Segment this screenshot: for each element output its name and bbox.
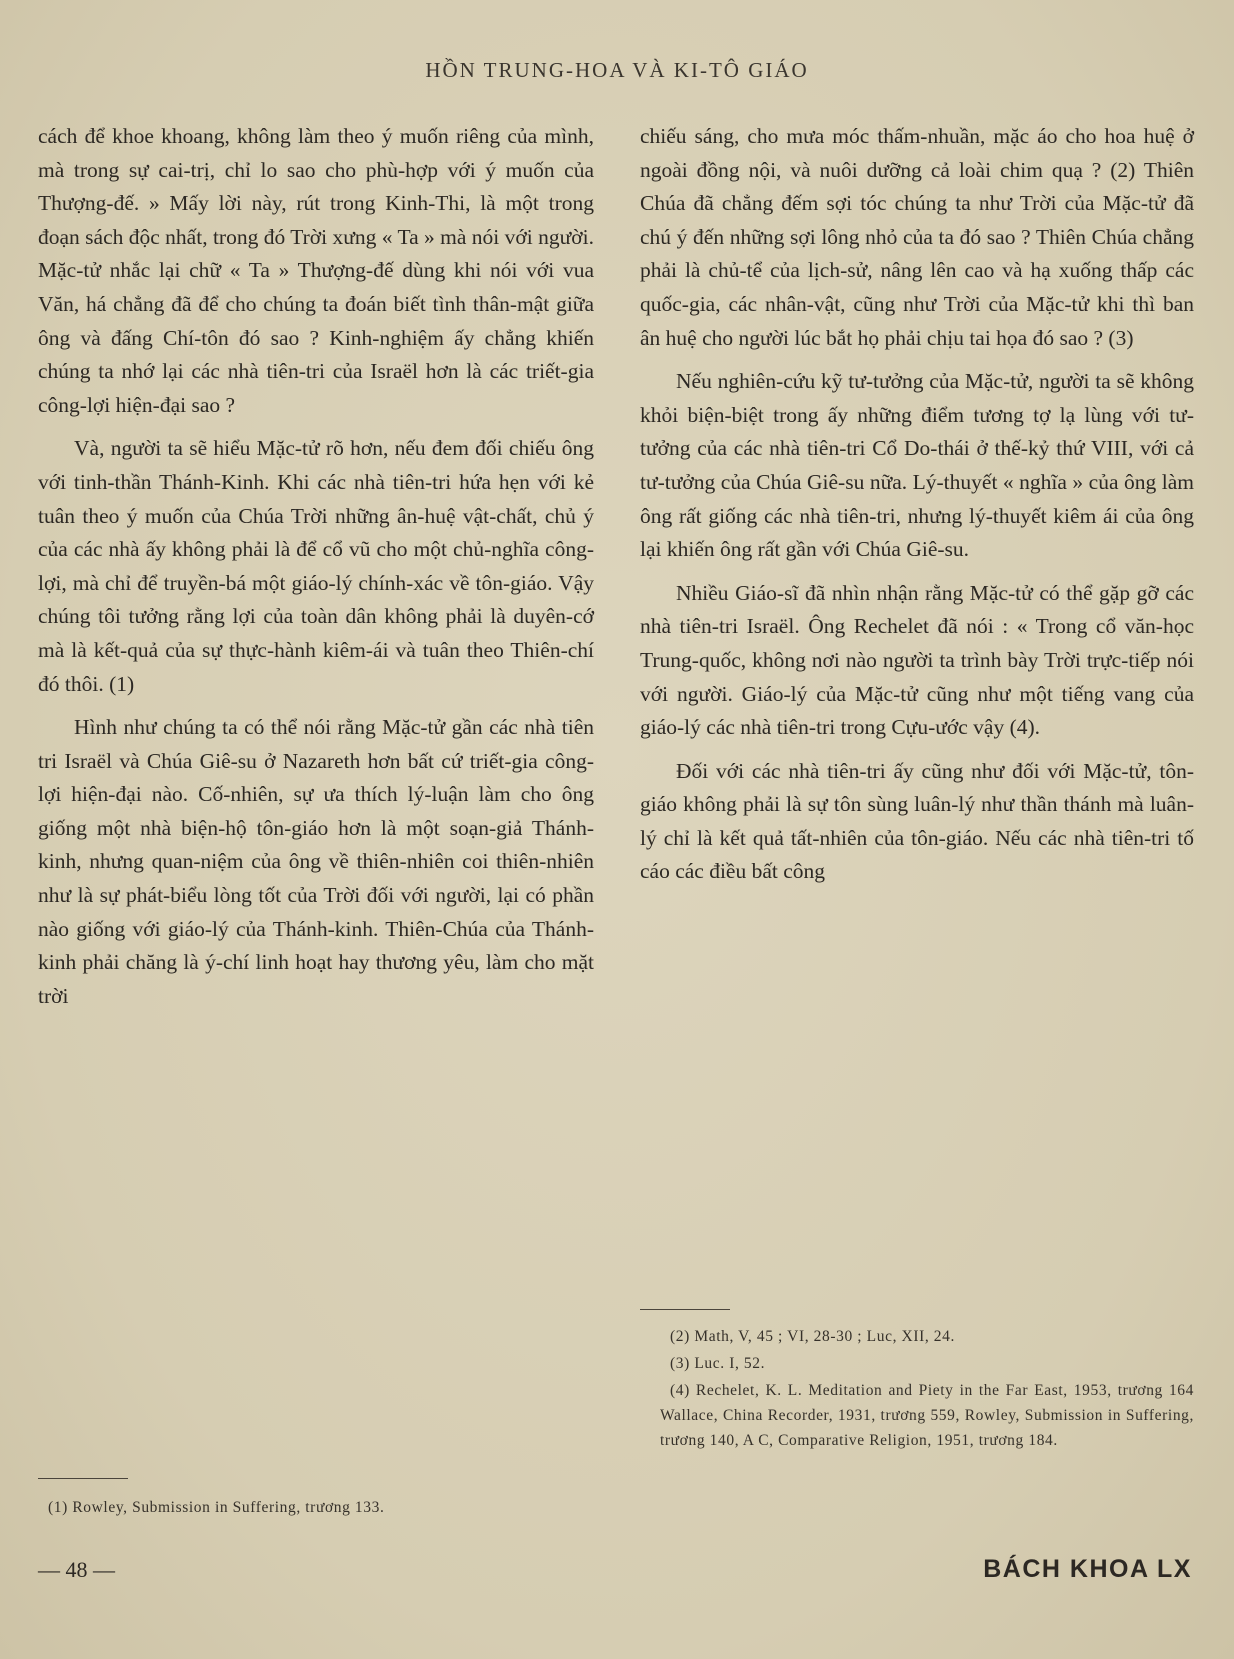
paragraph: Hình như chúng ta có thể nói rằng Mặc-tử gần các nhà tiên tri Israël và Chúa Giê-su ở Nazareth hơn bất cứ triết-gia công-lợi hiện-đại nào. Cố-nhiên, sự ưa thích lý-luận làm cho ông giống một nhà biện-hộ tôn-giáo hơn là một soạn-giả Thánh-kinh, nhưng quan-niệm của ông về thiên-nhiên coi thiên-nhiên như là sự phát-biểu lòng tốt của Trời đối với người, lại có phần nào giống với giáo-lý của Thánh-kinh. Thiên-Chúa của Thánh-kinh phải chăng là ý-chí linh hoạt hay thương yêu, làm cho mặt trời bbox=[38, 715, 594, 1008]
paragraph: Nhiều Giáo-sĩ đã nhìn nhận rằng Mặc-tử có thể gặp gỡ các nhà tiên-tri Israël. Ông Rechelet đã nói : « Trong cổ văn-học Trung-quốc, không nơi nào người ta trình bày Trời trực-tiếp nói với người. Giáo-lý của Mặc-tử cũng như một tiếng vang của giáo-lý các nhà tiên-tri trong Cựu-ước vậy (4). bbox=[640, 580, 1194, 740]
footnotes-left bbox=[38, 1495, 594, 1522]
paragraph: Và, người ta sẽ hiểu Mặc-tử rõ hơn, nếu đem đối chiếu ông với tinh-thần Thánh-Kinh. Khi các nhà tiên-tri hứa hẹn với kẻ tuân theo ý muốn của Chúa Trời những ân-huệ vật-chất, chủ ý của các nhà ấy không phải là để cổ vũ cho một chủ-nghĩa công-lợi, mà chỉ để truyền-bá một giáo-lý chính-xác về tôn-giáo. Vậy chúng tôi tưởng rằng lợi của toàn dân không phải là duyên-cớ mà là kết-quả của sự thực-hành kiêm-ái và tuân theo Thiên-chí đó thôi. (1) bbox=[38, 436, 594, 696]
paragraph: Đối với các nhà tiên-tri ấy cũng như đối với Mặc-tử, tôn-giáo không phải là sự tôn sùng luân-lý như thần thánh mà luân-lý chỉ là kết quả tất-nhiên của tôn-giáo. Nếu các nhà tiên-tri tố cáo các điều bất công bbox=[640, 758, 1194, 884]
right-column bbox=[640, 120, 1194, 899]
footnote: (2) Math, V, 45 ; VI, 28-30 ; Luc, XII, 24. bbox=[670, 1328, 955, 1345]
paragraph: Nếu nghiên-cứu kỹ tư-tưởng của Mặc-tử, người ta sẽ không khỏi biện-biệt trong ấy những điểm tương tợ lạ lùng với tư-tưởng của các nhà tiên-tri Cổ Do-thái ở thế-kỷ thứ VIII, với cả tư-tưởng của Chúa Giê-su nữa. Lý-thuyết « nghĩa » của ông làm ông rất giống các nhà tiên-tri, nhưng lý-thuyết kiêm ái của ông lại khiến ông rất gần với Chúa Giê-su. bbox=[640, 369, 1194, 562]
page-number: — 48 — bbox=[38, 1557, 115, 1582]
footnote: (4) Rechelet, K. L. Meditation and Piety in the Far East, 1953, trương 164 Wallace, China Recorder, 1931, trương 559, Rowley, Submission in Suffering, trương 140, A C, Comparative Religion, 1951, trương 184. bbox=[660, 1382, 1194, 1449]
magazine-issue: BÁCH KHOA LX bbox=[983, 1555, 1192, 1583]
paragraph: cách để khoe khoang, không làm theo ý muốn riêng của mình, mà trong sự cai-trị, chỉ lo sao cho phù-hợp với ý muốn của Thượng-đế. » Mấy lời này, rút trong Kinh-Thi, là một trong đoạn sách độc nhất, trong đó Trời xưng « Ta » mà nói với người. Mặc-tử nhắc lại chữ « Ta » Thượng-đế dùng khi nói với vua Văn, há chẳng đã để cho chúng ta đoán biết tình thân-mật giữa ông và đấng Chí-tôn đó sao ? Kinh-nghiệm ấy chẳng khiến chúng ta nhớ lại các nhà tiên-tri của Israël hơn là các triết-gia công-lợi hiện-đại sao ? bbox=[38, 124, 594, 417]
paragraph: chiếu sáng, cho mưa móc thấm-nhuần, mặc áo cho hoa huệ ở ngoài đồng nội, và nuôi dưỡng cả loài chim quạ ? (2) Thiên Chúa đã chẳng đếm sợi tóc chúng ta như Trời của Mặc-tử đã chú ý đến những sợi lông nhỏ của ta đó sao ? Thiên Chúa chẳng phải là chủ-tể của lịch-sử, nâng lên cao và hạ xuống thấp các quốc-gia, các nhân-vật, cũng như Trời của Mặc-tử khi thì ban ân huệ cho người lúc bắt họ phải chịu tai họa đó sao ? (3) bbox=[640, 124, 1194, 350]
running-title: HỒN TRUNG-HOA VÀ KI-TÔ GIÁO bbox=[425, 58, 809, 82]
left-column bbox=[38, 120, 594, 1023]
footnote: (1) Rowley, Submission in Suffering, trương 133. bbox=[48, 1499, 385, 1516]
footnotes-right bbox=[660, 1324, 1194, 1455]
footnote-divider bbox=[38, 1478, 128, 1479]
footnote: (3) Luc. I, 52. bbox=[670, 1355, 766, 1372]
footnote-divider bbox=[640, 1309, 730, 1310]
